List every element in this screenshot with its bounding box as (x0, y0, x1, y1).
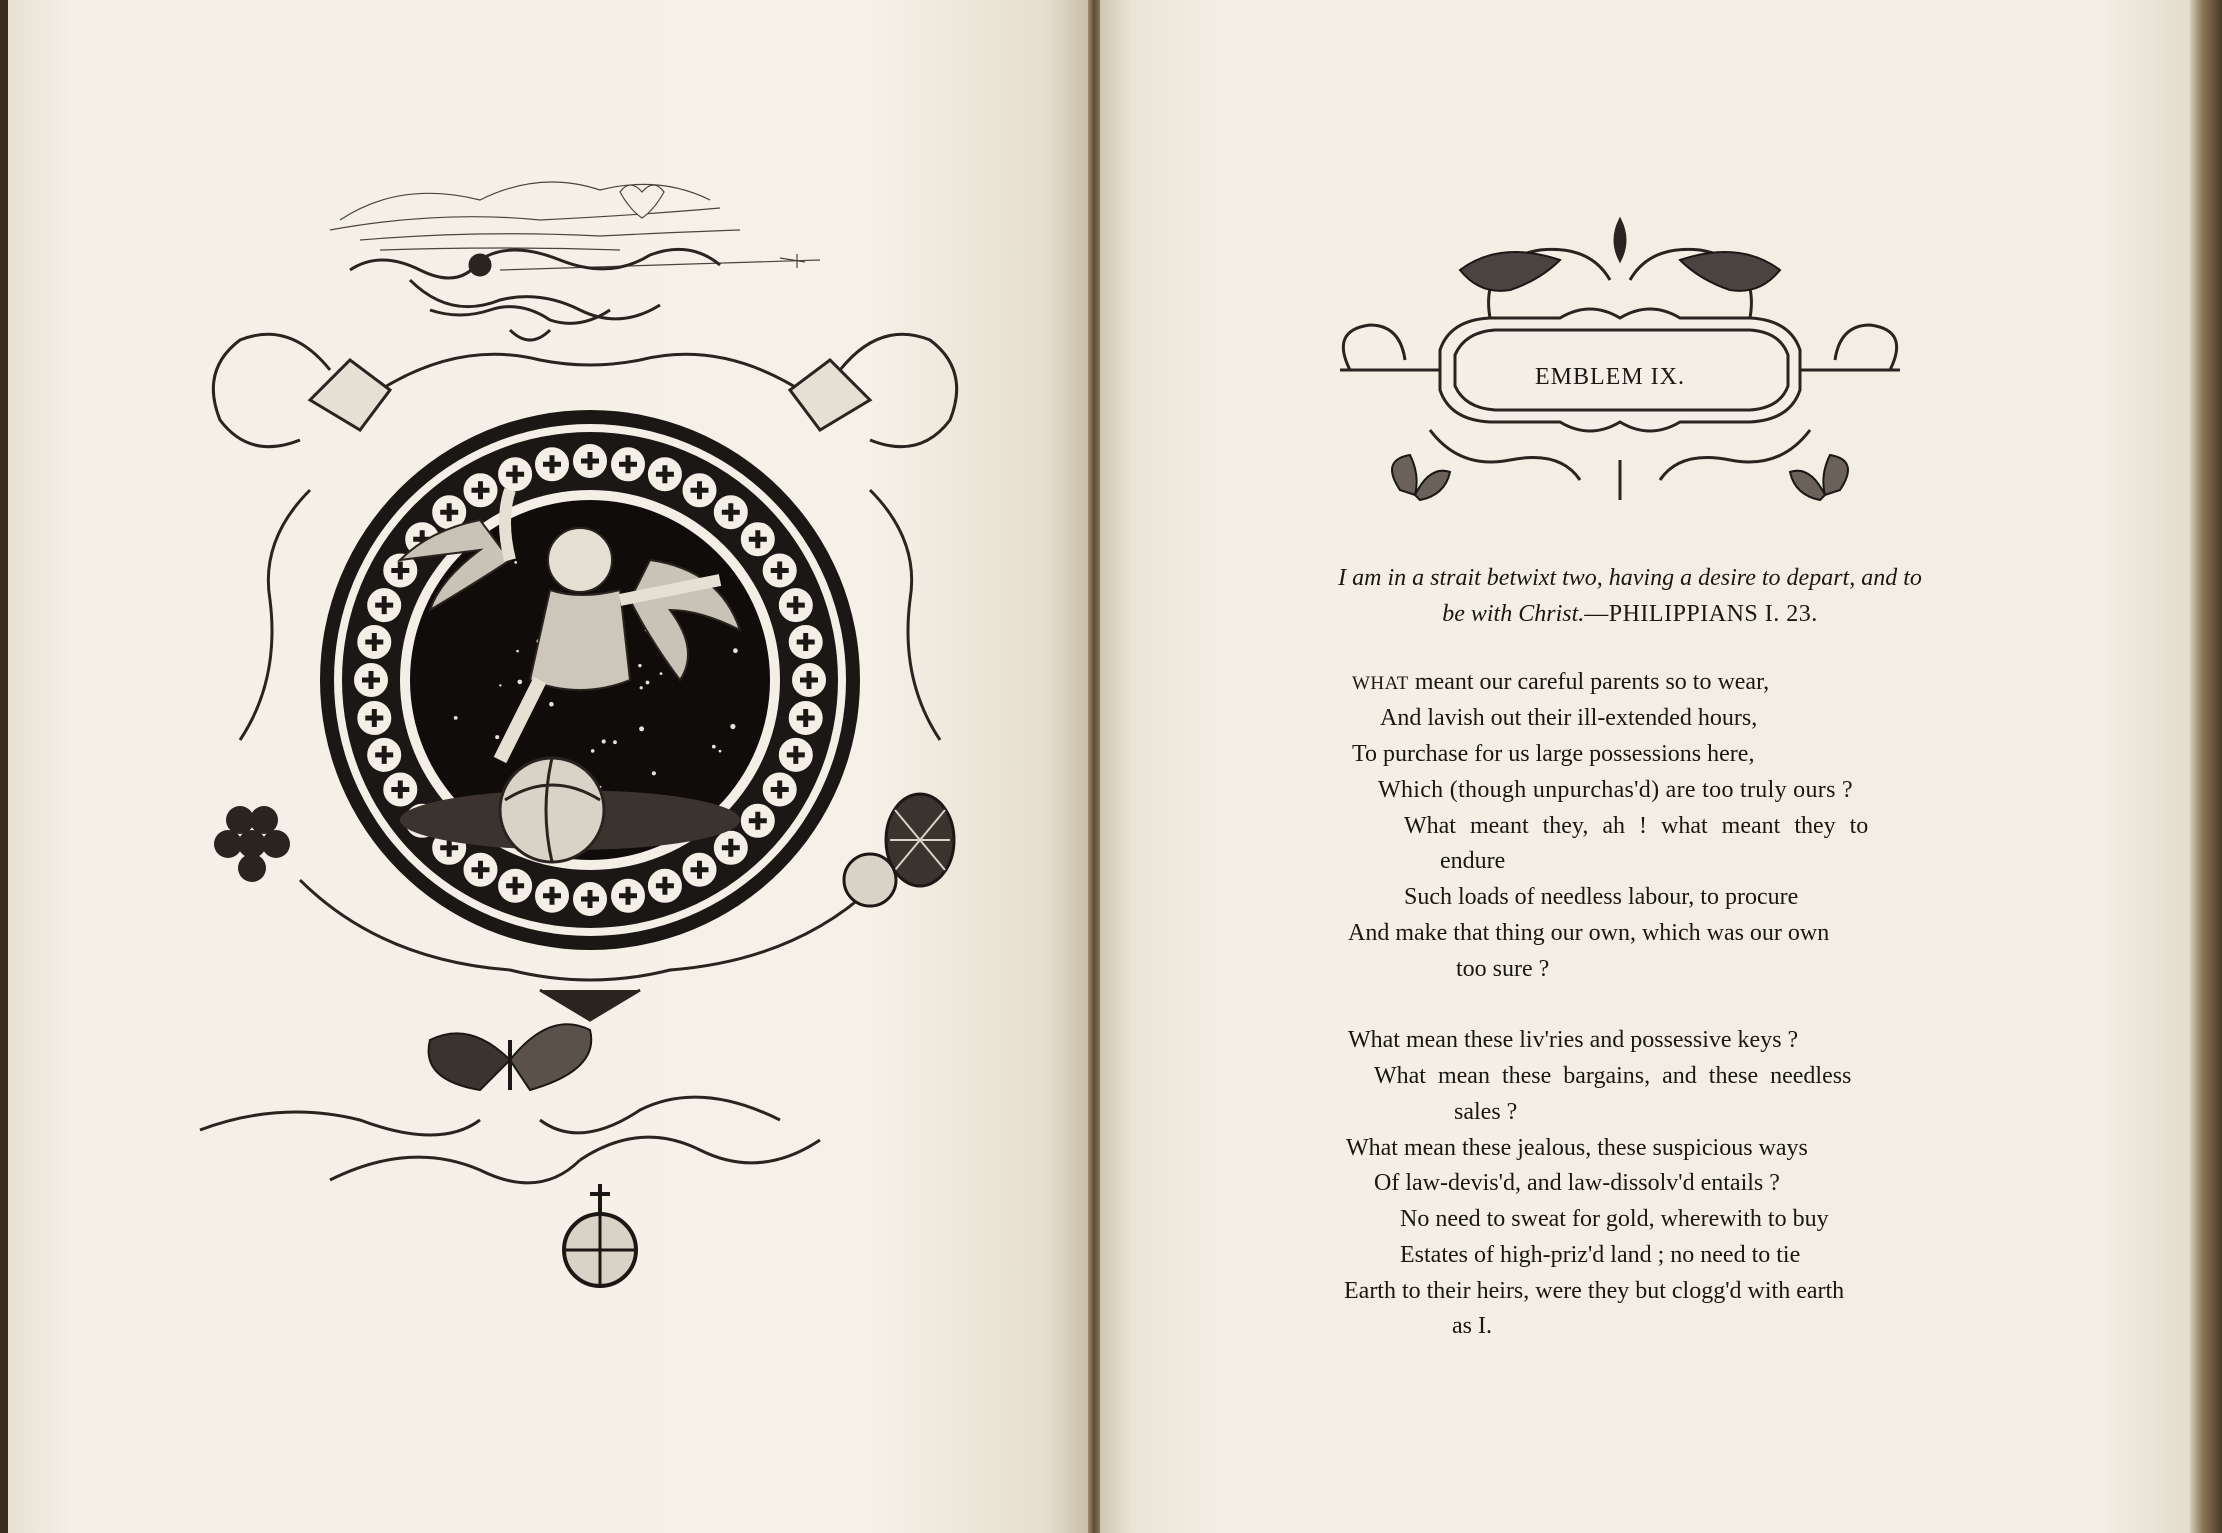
poem-line: To purchase for us large possessions here, (1352, 741, 1755, 767)
clouds-vignette (330, 182, 820, 270)
poem-line: And lavish out their ill-extended hours, (1380, 705, 1758, 731)
book-gutter (1088, 0, 1100, 1533)
poem-line: And make that thing our own, which was our own (1348, 920, 1830, 946)
epigraph-quote-end: be with Christ. (1442, 601, 1585, 627)
poem-line: sales ? (1454, 1099, 1518, 1125)
star (591, 749, 595, 753)
drop-word: WHAT (1352, 673, 1409, 694)
star (514, 561, 517, 564)
star (639, 726, 644, 731)
poem-line: No need to sweat for gold, wherewith to buy (1400, 1206, 1829, 1232)
poem-line: What meant they, ah ! what meant they to (1404, 813, 1869, 839)
star (646, 681, 650, 685)
epigraph-line-2 (1250, 596, 2010, 632)
star (733, 648, 738, 653)
star (640, 686, 643, 689)
poem-line: What mean these bargains, and these needless (1374, 1063, 1852, 1089)
star (549, 702, 554, 707)
butterfly-icon (429, 1024, 592, 1090)
poem-line: Which (though unpurchas'd) are too truly ours ? (1378, 777, 1853, 803)
poem-line-text: meant our careful parents so to wear, (1408, 669, 1770, 695)
title-cartouche (1310, 200, 1930, 520)
poem-line: What mean these liv'ries and possessive keys ? (1348, 1027, 1799, 1053)
epigraph (1250, 560, 2010, 632)
star (638, 664, 641, 667)
star (613, 740, 617, 744)
star (652, 771, 656, 775)
poem-line: Estates of high-priz'd land ; no need to tie (1400, 1242, 1801, 1268)
poem-line: too sure ? (1456, 956, 1550, 982)
star (454, 716, 458, 720)
orb-icon (564, 1184, 636, 1286)
emblem-engraving (180, 160, 980, 1300)
star (712, 745, 716, 749)
grapes-icon (214, 806, 290, 882)
top-scroll-ornament (350, 249, 720, 340)
epigraph-line-1: I am in a strait betwixt two, having a desire to depart, and to (1338, 565, 1922, 591)
poem-line: Earth to their heirs, were they but clogg'd with earth (1344, 1278, 1845, 1304)
pineapple-icon (844, 794, 954, 906)
star (518, 680, 523, 685)
page-edge (2190, 0, 2222, 1533)
emblem-title: EMBLEM IX. (1535, 364, 1685, 390)
epigraph-source: —PHILIPPIANS I. 23. (1584, 601, 1818, 627)
star (730, 724, 735, 729)
poem-line: as I. (1452, 1313, 1492, 1339)
star (719, 750, 722, 753)
poem-line (1352, 667, 1769, 699)
poem-line: endure (1440, 848, 1506, 874)
star (602, 739, 606, 743)
star (499, 684, 501, 686)
star (495, 735, 499, 739)
poem-line: Such loads of needless labour, to procure (1404, 884, 1799, 910)
lower-scroll-ornament (200, 1097, 820, 1183)
poem-line: Of law-devis'd, and law-dissolv'd entails ? (1374, 1170, 1780, 1196)
star (660, 672, 663, 675)
poem-line: What mean these jealous, these suspicious ways (1346, 1135, 1808, 1161)
star (516, 650, 519, 653)
